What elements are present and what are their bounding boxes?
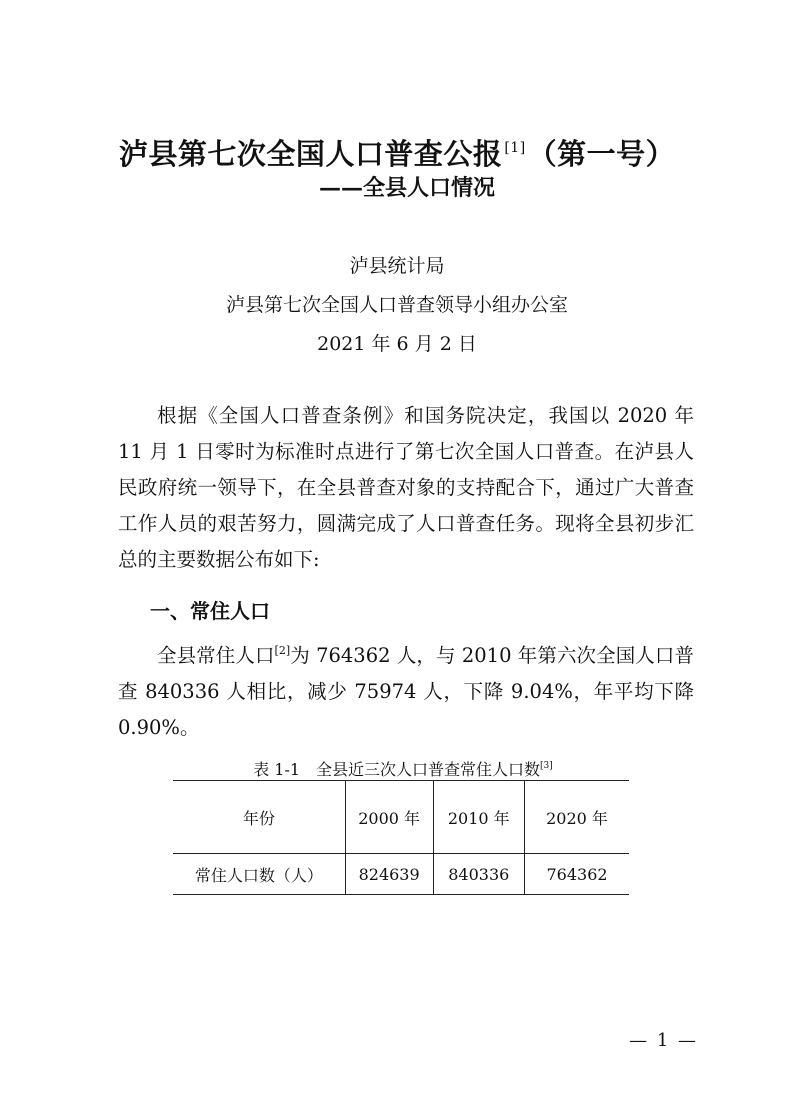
intro-text: 根据《全国人口普查条例》和国务院决定，我国以 2020 年 11 月 1 日零时为标准时点进行了第七次全国人口普查。在泸县人民政府统一领导下，在全县普查对象的支持配合下，通过广大普查工作人员的艰苦努力，圆满完成了人口普查任务。现将全县初步汇总的主要数据公布如下: bbox=[118, 404, 694, 571]
issuer-bureau: 泸县统计局 bbox=[349, 255, 445, 277]
title-footnote-ref[interactable]: [1] bbox=[504, 140, 526, 156]
population-table bbox=[173, 780, 629, 895]
table-footnote-ref[interactable]: [3] bbox=[540, 761, 553, 771]
bulletin-title bbox=[0, 128, 794, 174]
issue-date: 2021 年 6 月 2 日 bbox=[317, 333, 477, 355]
population-text-start: 全县常住人口 bbox=[157, 644, 275, 667]
section-heading-resident-population: 一、常住人口 bbox=[150, 599, 270, 623]
bulletin-subtitle: ——全县人口情况 bbox=[318, 175, 495, 201]
issuer-office: 泸县第七次全国人口普查领导小组办公室 bbox=[225, 294, 568, 316]
population-text bbox=[118, 633, 694, 746]
value-2010: 840336 bbox=[433, 854, 525, 895]
population-paragraph bbox=[118, 633, 694, 746]
table-caption bbox=[0, 754, 794, 782]
header-2020: 2020 年 bbox=[525, 781, 629, 854]
header-2000: 2000 年 bbox=[345, 781, 433, 854]
title-issue: （第一号） bbox=[527, 137, 676, 171]
population-footnote-ref[interactable]: [2] bbox=[274, 644, 291, 657]
value-2020: 764362 bbox=[525, 854, 629, 895]
table-row bbox=[173, 854, 629, 895]
table-header-row bbox=[173, 781, 629, 854]
header-2010: 2010 年 bbox=[433, 781, 525, 854]
population-text-rest: 为 764362 人，与 2010 年第六次全国人口普查 840336 人相比，减少 75974 人，下降 9.04%，年平均下降 0.90%。 bbox=[118, 644, 694, 739]
table-caption-text: 表 1-1 全县近三次人口普查常住人口数 bbox=[253, 760, 541, 779]
page-number: — 1 — bbox=[629, 1030, 698, 1051]
row-label-resident-population: 常住人口数（人） bbox=[173, 854, 345, 895]
value-2000: 824639 bbox=[345, 854, 433, 895]
title-main: 泸县第七次全国人口普查公报 bbox=[118, 137, 503, 171]
intro-paragraph bbox=[118, 398, 694, 578]
header-year: 年份 bbox=[173, 781, 345, 854]
